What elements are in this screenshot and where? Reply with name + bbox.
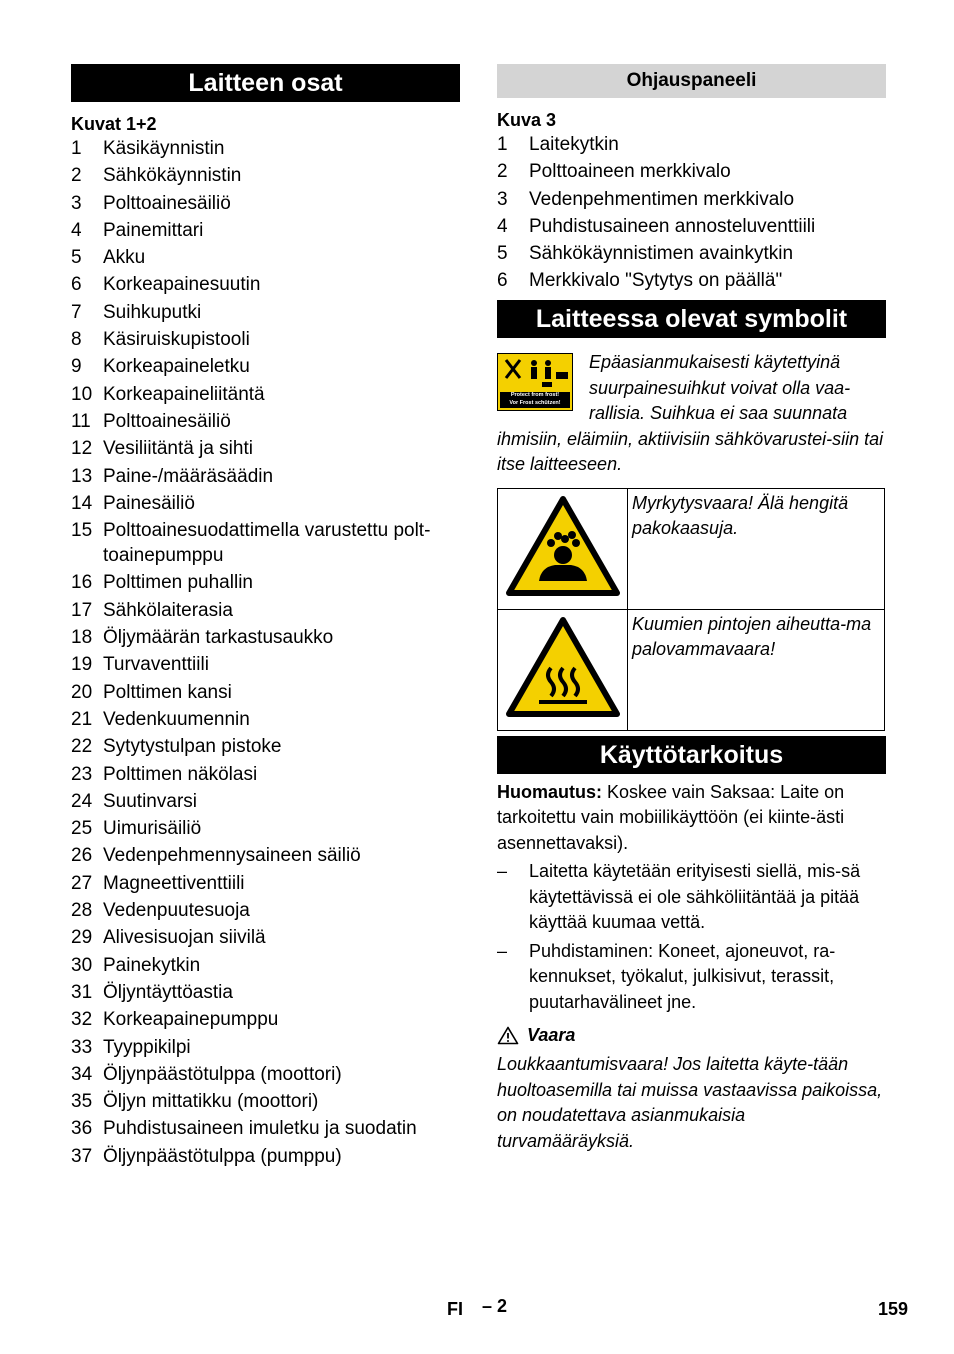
right-column <box>497 64 886 1154</box>
part-item-number: 12 <box>71 438 93 460</box>
toxic-fumes-warning-icon <box>505 495 621 597</box>
part-item <box>71 898 460 923</box>
part-item-number: 36 <box>71 1118 93 1140</box>
part-item <box>71 843 460 868</box>
part-item <box>71 762 460 787</box>
part-item-number: 1 <box>71 138 82 159</box>
control-panel-list <box>497 132 886 293</box>
frost-protection-label-icon: Protect from frost! Vor Frost schützen! <box>497 353 573 411</box>
panel-item <box>497 187 886 212</box>
panel-item <box>497 241 886 266</box>
part-item-text: Polttoainesäiliö <box>103 192 231 214</box>
part-item <box>71 789 460 814</box>
part-item-text: Korkeapaineletku <box>103 356 250 378</box>
danger-heading: Vaara <box>497 1023 886 1048</box>
part-item-number: 34 <box>71 1063 93 1085</box>
panel-item-text: Puhdistusaineen annosteluventtiili <box>529 215 816 237</box>
part-item <box>71 436 460 461</box>
part-item-text: Painekytkin <box>103 954 201 976</box>
part-item <box>71 625 460 650</box>
part-item <box>71 652 460 677</box>
part-item-number: 13 <box>71 465 93 487</box>
part-item-number: 14 <box>71 492 93 514</box>
panel-item-text: Merkkivalo "Sytytys on päällä" <box>529 270 783 292</box>
part-item <box>71 680 460 705</box>
note-text: Koskee vain Saksaa: Laite on tarkoitettu vain mobiilikäyttöön (ei kiinte-ästi asennettavaksi). <box>497 781 845 853</box>
part-item-number: 32 <box>71 1009 93 1031</box>
part-item-text: Akku <box>103 247 146 269</box>
part-item <box>71 953 460 978</box>
panel-item <box>497 268 886 293</box>
part-item-number: 33 <box>71 1036 93 1058</box>
part-item-number: 27 <box>71 872 93 894</box>
part-item-text: Polttimen näkölasi <box>103 763 258 785</box>
part-item-number: 25 <box>71 818 93 840</box>
part-item-text: Paine-/määräsäädin <box>103 465 274 487</box>
footer-language: FI <box>447 1299 463 1319</box>
warning-symbols-table <box>497 488 885 731</box>
part-item-text: Vedenpehmennysaineen säiliö <box>103 845 361 867</box>
part-item <box>71 1089 460 1114</box>
part-item-text: Suutinvarsi <box>103 790 197 812</box>
part-item-text: Painesäiliö <box>103 492 195 514</box>
symbols-intro <box>497 350 886 478</box>
panel-item <box>497 214 886 239</box>
part-item-number: 29 <box>71 927 93 949</box>
part-item-text: Turvaventtiili <box>103 654 209 676</box>
part-item-number: 16 <box>71 572 93 594</box>
section-heading-symbols: Laitteessa olevat symbolit <box>497 300 886 338</box>
part-item-number: 37 <box>71 1145 93 1167</box>
part-item-number: 22 <box>71 736 93 758</box>
part-item <box>71 734 460 759</box>
figure-reference: Kuva 3 <box>497 110 557 130</box>
part-item-text: Polttoainesuodattimella varustettu polt-toainepumppu <box>103 520 431 567</box>
part-item-number: 2 <box>71 165 82 187</box>
part-item-number: 5 <box>71 247 82 269</box>
part-item-text: Öljynpäästötulppa (moottori) <box>103 1063 342 1085</box>
part-item-text: Uimurisäiliö <box>103 818 202 840</box>
part-item <box>71 816 460 841</box>
part-item-text: Öljymäärän tarkastusaukko <box>103 627 334 649</box>
warning-row <box>498 609 885 730</box>
part-item-number: 18 <box>71 627 93 649</box>
part-item-text: Tyyppikilpi <box>103 1036 191 1058</box>
part-item-number: 9 <box>71 356 82 378</box>
part-item-text: Sähkökäynnistin <box>103 165 242 187</box>
part-item-number: 20 <box>71 681 93 703</box>
part-item-number: 23 <box>71 763 93 785</box>
use-list-item: – Puhdistaminen: Koneet, ajoneuvot, ra-kennukset, työkalut, julkisivut, terassit, puutarhavälineet jne. <box>497 940 836 1012</box>
part-item-text: Käsikäynnistin <box>103 138 225 159</box>
part-item <box>71 871 460 896</box>
note-paragraph <box>497 780 886 857</box>
part-item <box>71 382 460 407</box>
part-item <box>71 409 460 434</box>
panel-item <box>497 159 886 184</box>
part-item-number: 15 <box>71 520 93 542</box>
panel-item-text: Laitekytkin <box>529 134 619 155</box>
danger-text: Loukkaantumisvaara! Jos laitetta käyte-tään huoltoasemilla tai muissa vastaavissa paikoissa, on noudatettava asianmukaisia turvamääräyksiä. <box>497 1054 883 1151</box>
part-item-text: Vesiliitäntä ja sihti <box>103 438 253 460</box>
part-item <box>71 980 460 1005</box>
part-item <box>71 598 460 623</box>
panel-item-number: 4 <box>497 215 508 237</box>
panel-item-number: 2 <box>497 161 508 183</box>
part-item-number: 19 <box>71 654 93 676</box>
part-item-text: Polttoainesäiliö <box>103 410 231 432</box>
part-item-number: 31 <box>71 981 93 1003</box>
section-heading-parts: Laitteen osat <box>71 64 460 102</box>
part-item-number: 26 <box>71 845 93 867</box>
part-item <box>71 1035 460 1060</box>
part-item-number: 21 <box>71 708 93 730</box>
part-item-number: 17 <box>71 599 93 621</box>
part-item-text: Alivesisuojan siivilä <box>103 927 266 949</box>
part-item-text: Öljyn mittatikku (moottori) <box>103 1091 319 1113</box>
warning-text: Myrkytysvaara! Älä hengitä pakokaasuja. <box>628 488 885 609</box>
part-item <box>71 272 460 297</box>
part-item-number: 28 <box>71 900 93 922</box>
part-item-number: 10 <box>71 383 93 405</box>
part-item-text: Polttimen puhallin <box>103 572 253 594</box>
part-item-text: Polttimen kansi <box>103 681 232 703</box>
part-item <box>71 925 460 950</box>
warning-text: Kuumien pintojen aiheutta-ma palovammavaara! <box>628 609 885 730</box>
panel-item-number: 1 <box>497 134 508 155</box>
panel-item-text: Vedenpehmentimen merkkivalo <box>529 188 795 210</box>
part-item-number: 8 <box>71 329 82 351</box>
part-item <box>71 707 460 732</box>
part-item-text: Sytytystulpan pistoke <box>103 736 282 758</box>
hot-surface-warning-icon <box>505 616 621 718</box>
section-heading-intended-use: Käyttötarkoitus <box>497 736 886 774</box>
part-item-text: Vedenpuutesuoja <box>103 900 250 922</box>
part-item <box>71 218 460 243</box>
footer-page-marker: – 2 <box>482 1296 508 1316</box>
part-item-number: 24 <box>71 790 93 812</box>
note-label: Huomautus: <box>497 781 602 802</box>
parts-list <box>71 136 460 1169</box>
part-item-number: 6 <box>71 274 82 296</box>
part-item <box>71 163 460 188</box>
left-column <box>71 64 460 1171</box>
part-item <box>71 518 460 568</box>
warning-triangle-icon <box>497 1026 519 1045</box>
panel-item-number: 5 <box>497 243 508 265</box>
part-item <box>71 245 460 270</box>
part-item-text: Öljyntäyttöastia <box>103 981 233 1003</box>
part-item-text: Suihkuputki <box>103 301 202 323</box>
panel-item <box>497 132 886 157</box>
part-item-text: Vedenkuumennin <box>103 708 250 730</box>
part-item-text: Korkeapainesuutin <box>103 274 261 296</box>
symbols-intro-text: Epäasianmukaisesti käytettyinä suurpainesuihkut voivat olla vaa-rallisia. Suihkua ei saa suunnata ihmisiin, eläimiin, aktiivisiin sähkövarustei-siin tai itse laitteeseen. <box>497 352 884 475</box>
part-item <box>71 327 460 352</box>
warning-icon-cell <box>498 609 628 730</box>
part-item-text: Korkeapaineliitäntä <box>103 383 265 405</box>
figures-reference: Kuvat 1+2 <box>71 114 157 134</box>
use-list-item: – Laitetta käytetään erityisesti siellä, mis-sä käytettävissä ei ole sähköliitäntää ja pitää käyttää kuumaa vettä. <box>497 861 861 933</box>
part-item <box>71 570 460 595</box>
part-item-text: Magneettiventtiili <box>103 872 245 894</box>
part-item <box>71 491 460 516</box>
part-item <box>71 300 460 325</box>
part-item-text: Sähkölaiterasia <box>103 599 233 621</box>
panel-item-text: Polttoaineen merkkivalo <box>529 161 731 183</box>
panel-item-number: 6 <box>497 270 508 292</box>
part-item <box>71 1007 460 1032</box>
panel-item-number: 3 <box>497 188 508 210</box>
part-item-text: Korkeapainepumppu <box>103 1009 279 1031</box>
part-item-text: Painemittari <box>103 219 204 241</box>
panel-item-text: Sähkökäynnistimen avainkytkin <box>529 243 794 265</box>
part-item <box>71 191 460 216</box>
part-item-number: 11 <box>71 410 91 432</box>
part-item-text: Puhdistusaineen imuletku ja suodatin <box>103 1118 417 1140</box>
part-item <box>71 1116 460 1141</box>
part-item <box>71 354 460 379</box>
warning-icon-cell <box>498 488 628 609</box>
part-item <box>71 1144 460 1169</box>
section-heading-control-panel: Ohjauspaneeli <box>497 64 886 98</box>
warning-row <box>498 488 885 609</box>
part-item-text: Öljynpäästötulppa (pumppu) <box>103 1145 342 1167</box>
part-item <box>71 136 460 161</box>
part-item-number: 3 <box>71 192 82 214</box>
part-item-number: 4 <box>71 219 82 241</box>
part-item-number: 30 <box>71 954 93 976</box>
part-item-number: 7 <box>71 301 82 323</box>
part-item <box>71 464 460 489</box>
part-item-text: Käsiruiskupistooli <box>103 329 250 351</box>
footer-page-number: 159 <box>878 1299 909 1319</box>
part-item-number: 35 <box>71 1091 93 1113</box>
part-item <box>71 1062 460 1087</box>
